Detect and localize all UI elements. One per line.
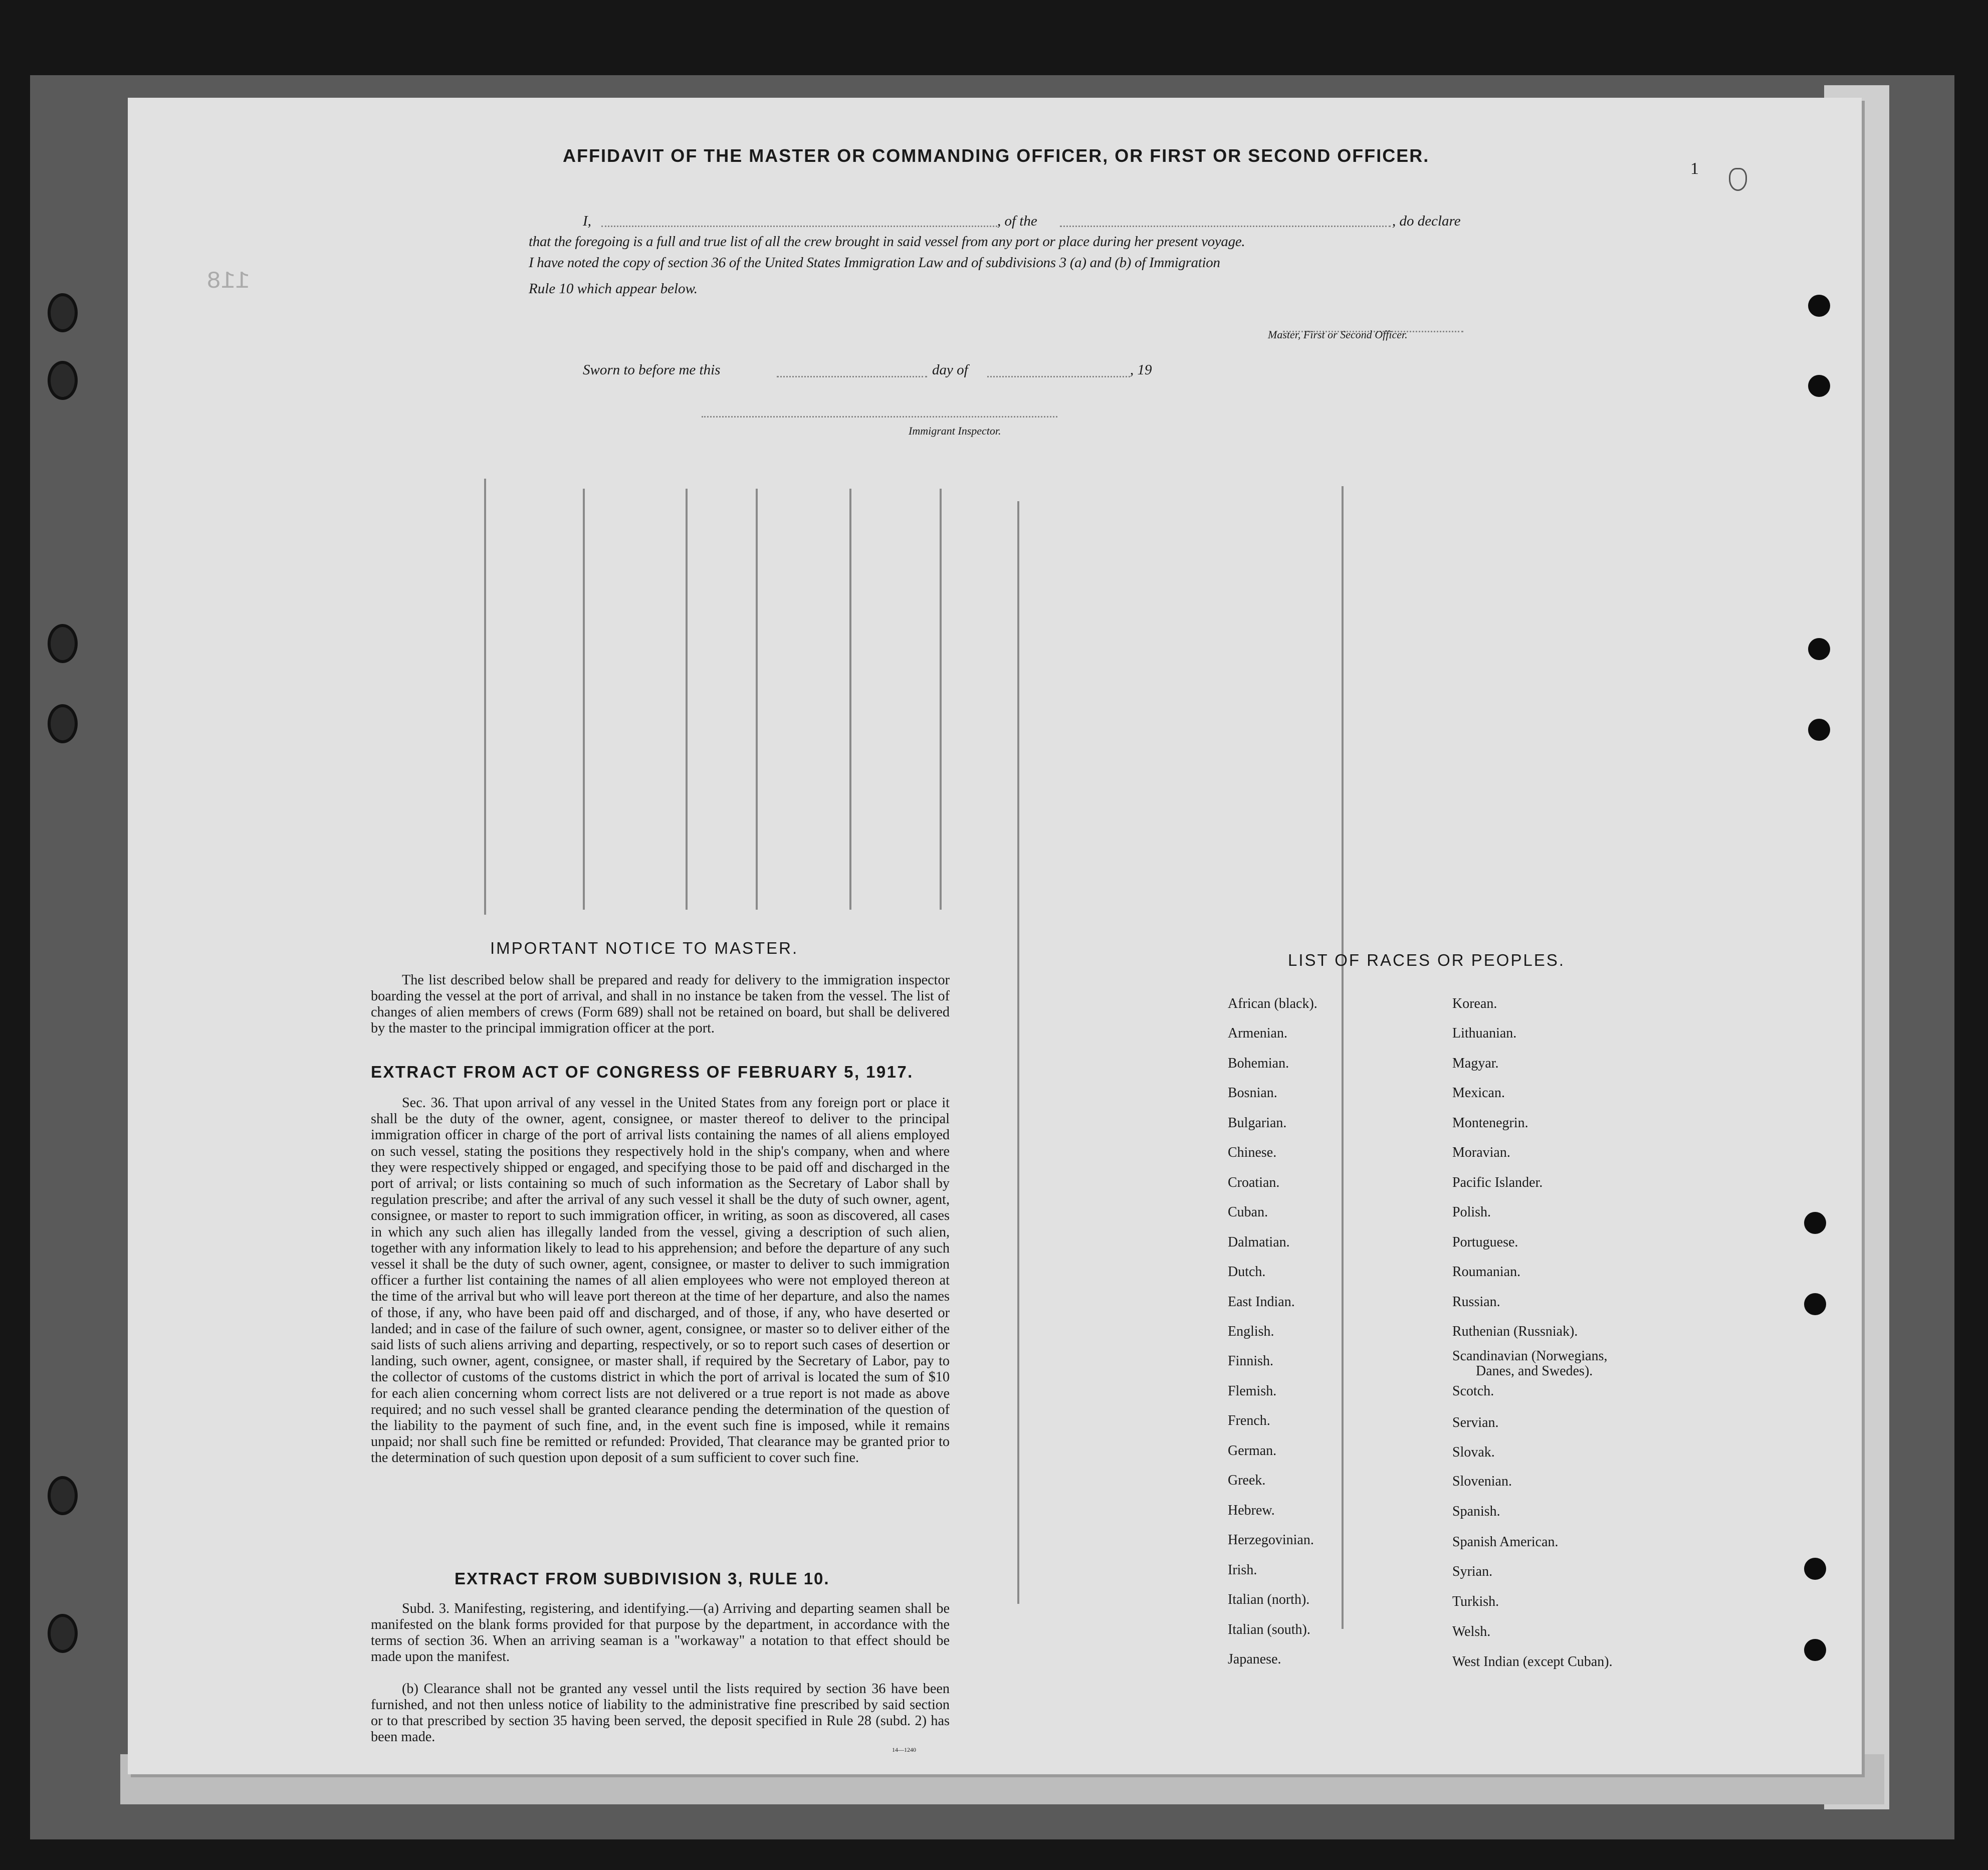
race-item: Polish. bbox=[1452, 1204, 1491, 1220]
inspector-signature-label: Immigrant Inspector. bbox=[909, 425, 1001, 437]
binder-hole-icon bbox=[48, 293, 78, 332]
race-item: Magyar. bbox=[1452, 1056, 1499, 1071]
race-item: Croatian. bbox=[1228, 1175, 1280, 1190]
race-item: Pacific Islander. bbox=[1452, 1175, 1543, 1190]
race-item: Portuguese. bbox=[1452, 1234, 1518, 1250]
race-item: Slovak. bbox=[1452, 1444, 1495, 1460]
race-item: Slovenian. bbox=[1452, 1474, 1512, 1489]
race-item: Italian (south). bbox=[1228, 1622, 1310, 1637]
binder-hole-icon bbox=[48, 1614, 78, 1653]
extract-rule-title: EXTRACT FROM SUBDIVISION 3, RULE 10. bbox=[455, 1569, 830, 1588]
race-item: German. bbox=[1228, 1443, 1277, 1459]
stamp-number: 118 bbox=[206, 268, 250, 295]
race-item: Italian (north). bbox=[1228, 1592, 1310, 1607]
race-item: Scotch. bbox=[1452, 1383, 1494, 1399]
race-item: French. bbox=[1228, 1413, 1270, 1428]
race-item: Ruthenian (Russniak). bbox=[1452, 1324, 1578, 1339]
notice-text: The list described below shall be prepared and ready for delivery to the immigration inspector boarding the vessel at the port of arrival, and shall in no instance be taken from the vessel. The list of changes of alien members of crews (Form 689) shall not be retained on board, but shall be delivered by the master to the principal immigration officer at the port. bbox=[371, 972, 950, 1036]
race-item: Finnish. bbox=[1228, 1353, 1274, 1369]
column-rule bbox=[1017, 501, 1019, 1604]
affidavit-line2: that the foregoing is a full and true list of all the crew brought in said vessel from any port or place during her present voyage. bbox=[529, 234, 1245, 250]
extract-act-text: Sec. 36. That upon arrival of any vessel in the United States from any foreign port or place it shall be the duty of the owner, agent, consignee, or master thereof to deliver to the principal immigration officer in charge of the port of arrival lists containing the names of all aliens employed on such vessel, stating the positions they respectively hold in the ship's company, when and where they were respectively shipped or engaged, and specifying those to be paid off and discharged in the port of arrival; or lists containing so much of such information as the Secretary of Labor shall by regulation prescribe; and after the arrival of any such vessel it shall be the duty of such owner, agent, consignee, or master to report to such immigration officer, in writing, as soon as discovered, all cases in which any such alien has illegally landed from the vessel, giving a description of such alien, together with any information likely to lead to his apprehension; and before the departure of any such vessel it shall be the duty of such owner, agent, consignee, or master to deliver to such immigration officer a further list containing the names of all alien employees who were not employed thereon at the time of the arrival but who will leave port thereon at the time of her departure, and also the names of those, if any, who have been paid off and discharged, and of those, if any, who have deserted or landed; and in case of the failure of such owner, agent, consignee, or master so to deliver either of the said lists of such aliens arriving and departing, respectively, or so to report such cases of desertion or landing, such owner, agent, consignee, or master shall, if required by the Secretary of Labor, pay to the collector of customs of the customs district in which the port of arrival is located the sum of $10 for each alien concerning whom correct lists are not delivered or a true report is not made as above required; and no such vessel shall be granted clearance pending the determination of the question of the liability to the payment of such fine, and, in the event such fine is imposed, while it remains unpaid; nor shall such fine be remitted or refunded: Provided, That clearance may be granted prior to the determination of such question upon deposit of a sum sufficient to cover such fine. bbox=[371, 1095, 950, 1466]
race-item: Syrian. bbox=[1452, 1564, 1493, 1579]
affidavit-line1-i: I, bbox=[583, 213, 591, 229]
race-item: Hebrew. bbox=[1228, 1503, 1275, 1518]
affidavit-line4: Rule 10 which appear below. bbox=[529, 281, 698, 297]
month-blank bbox=[987, 376, 1130, 377]
race-item: Bulgarian. bbox=[1228, 1115, 1287, 1131]
column-rule bbox=[583, 489, 585, 910]
affidavit-title: AFFIDAVIT OF THE MASTER OR COMMANDING OFFICER, OR FIRST OR SECOND OFFICER. bbox=[563, 145, 1430, 166]
name-blank bbox=[601, 226, 997, 227]
race-item: Korean. bbox=[1452, 996, 1497, 1011]
race-item: Herzegovinian. bbox=[1228, 1532, 1314, 1548]
sworn-prefix: Sworn to before me this bbox=[583, 362, 721, 378]
inspector-line bbox=[702, 416, 1057, 418]
race-item: Mexican. bbox=[1452, 1085, 1505, 1101]
vessel-blank bbox=[1060, 226, 1391, 227]
race-item: Servian. bbox=[1452, 1415, 1499, 1430]
race-item: Bohemian. bbox=[1228, 1056, 1289, 1071]
race-item: Roumanian. bbox=[1452, 1264, 1521, 1280]
race-item: Russian. bbox=[1452, 1294, 1500, 1310]
race-item: Flemish. bbox=[1228, 1383, 1277, 1399]
master-signature-label: Master, First or Second Officer. bbox=[1268, 328, 1408, 341]
column-rule bbox=[1342, 486, 1344, 1629]
race-item: Armenian. bbox=[1228, 1025, 1287, 1041]
notice-title: IMPORTANT NOTICE TO MASTER. bbox=[490, 939, 799, 957]
race-item: Scandinavian (Norwegians, bbox=[1452, 1348, 1608, 1364]
race-item: Irish. bbox=[1228, 1562, 1257, 1578]
race-item: Bosnian. bbox=[1228, 1085, 1277, 1101]
column-rule bbox=[686, 489, 688, 910]
day-blank bbox=[777, 376, 927, 377]
race-item: Dutch. bbox=[1228, 1264, 1266, 1280]
race-item: Lithuanian. bbox=[1452, 1025, 1517, 1041]
binder-hole-icon bbox=[48, 624, 78, 663]
punch-hole-icon bbox=[1804, 1293, 1826, 1315]
sworn-day-of: day of bbox=[932, 362, 968, 378]
race-item: Moravian. bbox=[1452, 1145, 1510, 1160]
punch-hole-icon bbox=[1808, 638, 1830, 660]
punch-hole-icon bbox=[1808, 375, 1830, 397]
column-rule bbox=[849, 489, 851, 910]
document-page bbox=[128, 98, 1862, 1774]
extract-act-title: EXTRACT FROM ACT OF CONGRESS OF FEBRUARY 5, 1917. bbox=[371, 1063, 914, 1081]
corner-seal-icon bbox=[1729, 168, 1747, 191]
race-item: Spanish American. bbox=[1452, 1534, 1559, 1550]
affidavit-line3: I have noted the copy of section 36 of the United States Immigration Law and of subdivisions 3 (a) and (b) of Immigration bbox=[529, 255, 1220, 271]
column-rule bbox=[484, 479, 486, 915]
race-item: Dalmatian. bbox=[1228, 1234, 1290, 1250]
race-item: Turkish. bbox=[1452, 1594, 1499, 1609]
binder-hole-icon bbox=[48, 361, 78, 400]
affidavit-line1-declare: , do declare bbox=[1392, 213, 1461, 229]
race-item: Cuban. bbox=[1228, 1204, 1268, 1220]
form-number: 14—1240 bbox=[892, 1746, 916, 1753]
race-item: English. bbox=[1228, 1324, 1274, 1339]
race-item: Spanish. bbox=[1452, 1504, 1500, 1519]
race-item: Montenegrin. bbox=[1452, 1115, 1528, 1131]
corner-mark: 1 bbox=[1690, 159, 1699, 178]
race-item: Danes, and Swedes). bbox=[1476, 1363, 1593, 1379]
affidavit-line1-of-the: , of the bbox=[997, 213, 1037, 229]
races-title: LIST OF RACES OR PEOPLES. bbox=[1288, 951, 1566, 969]
race-item: African (black). bbox=[1228, 996, 1317, 1011]
race-item: Welsh. bbox=[1452, 1624, 1491, 1639]
punch-hole-icon bbox=[1808, 719, 1830, 741]
punch-hole-icon bbox=[1804, 1558, 1826, 1580]
punch-hole-icon bbox=[1808, 295, 1830, 317]
race-item: West Indian (except Cuban). bbox=[1452, 1654, 1613, 1670]
binder-hole-icon bbox=[48, 704, 78, 743]
race-item: Japanese. bbox=[1228, 1651, 1281, 1667]
punch-hole-icon bbox=[1804, 1212, 1826, 1234]
race-item: Greek. bbox=[1228, 1473, 1266, 1488]
sworn-year: , 19 bbox=[1130, 362, 1152, 378]
extract-rule-text-a: Subd. 3. Manifesting, registering, and identifying.—(a) Arriving and departing seamen shall be manifested on the blank forms provided for that purpose by the department, in accordance with the terms of section 36. When an arriving seaman is a "workaway" a notation to that effect should be made upon the manifest. bbox=[371, 1601, 950, 1665]
column-rule bbox=[940, 489, 942, 910]
race-item: East Indian. bbox=[1228, 1294, 1295, 1310]
column-rule bbox=[756, 489, 758, 910]
race-item: Chinese. bbox=[1228, 1145, 1277, 1160]
extract-rule-text-b: (b) Clearance shall not be granted any vessel until the lists required by section 36 have been furnished, and not then unless notice of liability to the administrative fine prescribed by said section or to that prescribed by section 35 having been served, the deposit specified in Rule 28 (subd. 2) has been made. bbox=[371, 1681, 950, 1745]
binder-hole-icon bbox=[48, 1476, 78, 1515]
punch-hole-icon bbox=[1804, 1639, 1826, 1661]
